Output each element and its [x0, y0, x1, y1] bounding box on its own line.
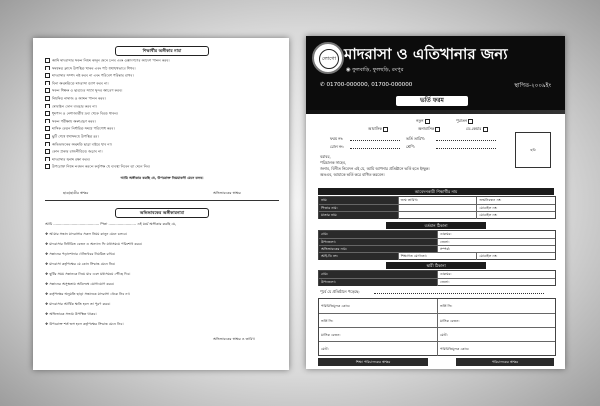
- rule-item: [45, 142, 279, 147]
- category-0[interactable]: আবাসিক: [368, 126, 390, 133]
- class-field[interactable]: [436, 144, 496, 149]
- checkbox[interactable]: [45, 126, 50, 131]
- guardian-line-text: আমার সন্তান মাদরাসার সকল নিয়ম কানুন মেনে চলবে।: [49, 232, 128, 236]
- guardian-line: [45, 302, 279, 307]
- grid-cell[interactable]: গ্রাম:: [319, 231, 437, 238]
- grid-cell[interactable]: জেলা:: [437, 279, 555, 286]
- guardian-signature: অভিভাবকের স্বাক্ষর: [213, 191, 241, 195]
- photo-box[interactable]: ছবি: [515, 132, 551, 168]
- guardian-line-text: কর্তৃপক্ষের অনুমতি ছাড়া সন্তানকে মাদরাসা থেকে নিব না।: [49, 292, 130, 296]
- guardian-line: [45, 312, 279, 317]
- rule-item: [45, 104, 279, 109]
- admission-form-sheet: [306, 36, 565, 369]
- fee-label-right[interactable]: ভর্তি ফি:: [437, 299, 555, 313]
- grid-cell[interactable]: মোবাইল নং:: [476, 205, 555, 212]
- rule-item: [45, 66, 279, 71]
- rule-text: নিয়মিত নামাজ ও আমল পালন করব।: [52, 96, 106, 101]
- address: ◉ ফুলবাড়ি, ফুলছড়ি, রংপুর: [346, 67, 404, 73]
- fee-label-right[interactable]: মাসিক বেতন:: [437, 314, 555, 328]
- grid-row: [319, 278, 555, 286]
- checkbox[interactable]: [45, 96, 50, 101]
- category-1[interactable]: অনাবাসিক: [418, 126, 442, 133]
- institution-logo: [312, 42, 344, 74]
- guardian-line-text: মাদরাসা কর্তৃপক্ষের যে কোন সিদ্ধান্ত মেনে নিব।: [49, 262, 116, 266]
- rule-text: ছুটি শেষে যথাসময়ে উপস্থিত হব।: [52, 134, 99, 139]
- checkbox[interactable]: [45, 142, 50, 147]
- grid-cell[interactable]: জেলা:: [437, 239, 555, 246]
- rule-text: মাদরাসার সুনাম রক্ষা করব।: [52, 157, 91, 162]
- rule-item: [45, 164, 279, 169]
- established: স্থাপিত-২০০৯ইং: [514, 83, 551, 89]
- guardian-line: [45, 322, 279, 327]
- grid-cell[interactable]: [398, 212, 477, 219]
- checkbox[interactable]: [45, 149, 50, 154]
- grid-cell[interactable]: আই.ডি নং:: [319, 253, 398, 260]
- rule-item: [45, 134, 279, 139]
- bullet-icon: ❖: [45, 302, 50, 306]
- admission-form-label: ভর্তি ফরম: [396, 96, 468, 106]
- rule-item: [45, 88, 279, 93]
- note-line: পরিচালক সাহেব,: [320, 160, 347, 165]
- rule-text: মাসিক বেতন নির্ধারিত সময়ে পরিশোধ করব।: [52, 126, 115, 131]
- grid-cell[interactable]: পিতার নাম:: [319, 205, 398, 212]
- guardian-line-text: ছুটির সময় সন্তানকে নিয়ে যাব এবং যথাসময়ে পৌঁছে দিব।: [49, 272, 131, 276]
- admission-date-field[interactable]: [436, 136, 496, 141]
- present-address-bar: বর্তমান ঠিকানা: [386, 222, 486, 229]
- rule-item: [45, 119, 279, 124]
- guardian-line-text: আমি ........................................ পিতা ........................ এই মর্মে অঙ্গীকার করছি যে,: [45, 222, 177, 226]
- grid-row: [319, 197, 555, 204]
- fee-label-left[interactable]: পরিচিতিমূলক কোড:: [321, 304, 351, 308]
- checkbox[interactable]: [45, 111, 50, 116]
- phone-icon: ✆: [320, 82, 327, 88]
- rule-item: [45, 73, 279, 78]
- student-section-bar: আবেদনকারী শিক্ষার্থীর নাম: [318, 188, 554, 195]
- rule-text: সকল পরীক্ষায় অংশগ্রহণ করব।: [52, 119, 96, 124]
- grid-cell[interactable]: মোবাইল নং:: [476, 253, 555, 260]
- option-new[interactable]: নতুন: [416, 118, 432, 125]
- rule-text: কোন প্রকার রাজনীতিতে জড়াব না।: [52, 149, 103, 154]
- grid-row: [319, 252, 555, 260]
- form-title: মাদরাসা ও এতিখানার জন্য: [344, 45, 508, 63]
- guardian-signature-date: অভিভাবকের স্বাক্ষর ও তারিখ: [213, 337, 255, 341]
- rule-item: [45, 126, 279, 131]
- grid-row: [319, 231, 555, 238]
- rule-text: উপরোক্ত নিয়ম লঙ্ঘন করলে কর্তৃপক্ষ যে ব্যবস্থা নিবেন তা মেনে নিব।: [52, 164, 151, 169]
- note-line: জনাব, বিনীত নিবেদন এই যে, আমি আপনার প্রতিষ্ঠানে ভর্তি হতে ইচ্ছুক।: [320, 166, 430, 171]
- form-no-field[interactable]: [350, 136, 400, 141]
- guardian-line-text: মাদরাসার আর্থিক ক্ষতি হলে তা পূরণ করব।: [49, 302, 111, 306]
- present-grid: [318, 230, 556, 260]
- student-grid: [318, 196, 556, 219]
- form-no-label: ফরম নং:: [330, 136, 344, 141]
- class-label: শ্রেণি:: [406, 144, 415, 149]
- checkbox[interactable]: [45, 88, 50, 93]
- category-2[interactable]: ডে-কেয়ার: [466, 126, 490, 133]
- grid-cell[interactable]: নাম:: [319, 197, 398, 204]
- guardian-line: [45, 242, 279, 247]
- footer-director-signature: পরিচালকের স্বাক্ষর: [456, 358, 554, 366]
- rule-item: [45, 157, 279, 162]
- fee-label-left[interactable]: মাসিক বেতন:: [321, 333, 341, 337]
- bullet-icon: ❖: [45, 242, 50, 246]
- checkbox[interactable]: [45, 134, 50, 139]
- rule-item: [45, 149, 279, 154]
- guardian-line: [45, 262, 279, 267]
- rule-text: সকল শিক্ষক ও ছাত্রদের সাথে সুন্দর আচরণ করব।: [52, 88, 123, 93]
- rule-item: [45, 96, 279, 101]
- bullet-icon: ❖: [45, 282, 50, 286]
- bullet-icon: ❖: [45, 292, 50, 296]
- guardian-line: [45, 292, 279, 297]
- checkbox[interactable]: [45, 164, 50, 169]
- student-signature: ছাত্র/ছাত্রীর স্বাক্ষর: [63, 191, 89, 195]
- guardian-line-text: মাদরাসার নির্ধারিত বেতন ও অন্যান্য ফি যথাসময়ে পরিশোধ করব।: [49, 242, 143, 246]
- checkbox[interactable]: [45, 81, 50, 86]
- phone: ✆ 01700-000000, 01700-000000: [320, 82, 413, 88]
- fee-row: [319, 313, 555, 328]
- grid-cell[interactable]: মোবাইল নং:: [476, 212, 555, 219]
- checkbox[interactable]: [45, 66, 50, 71]
- checkbox[interactable]: [45, 119, 50, 124]
- rule-item: [45, 111, 279, 116]
- header-band: [306, 110, 565, 114]
- rule-text: অভিভাবকের অনুমতি ছাড়া বাইরে যাব না।: [52, 142, 112, 147]
- logo-text: লোগো: [319, 49, 339, 69]
- permanent-grid: [318, 270, 556, 286]
- rule-item: [45, 81, 279, 86]
- bullet-icon: ❖: [45, 252, 50, 256]
- grid-cell[interactable]: উপজেলা:: [319, 239, 437, 246]
- fee-label-left[interactable]: মোট:: [321, 347, 329, 351]
- fee-grid: [318, 298, 556, 356]
- fee-label-right[interactable]: পরিচিতিমূলক কোড:: [437, 342, 555, 356]
- grid-row: [319, 271, 555, 278]
- previous-institution-field[interactable]: [374, 289, 544, 294]
- fee-row: [319, 327, 555, 342]
- guardian-pledge-heading: অভিভাবকের অঙ্গীকারনামা: [115, 208, 209, 218]
- grid-cell[interactable]: ডাকঘর:: [437, 271, 555, 278]
- grid-cell[interactable]: সম্পর্ক:: [437, 246, 555, 253]
- guardian-line: [45, 232, 279, 237]
- bullet-icon: ❖: [45, 232, 50, 236]
- bullet-icon: ❖: [45, 312, 50, 316]
- divider: [45, 200, 279, 201]
- roll-label: রোল নং:: [330, 144, 344, 149]
- pledge-line: আমি অঙ্গীকার করছি যে, উপরোক্ত নিয়মাবলী মেনে চলব।: [120, 176, 204, 180]
- rule-text: সময়মত ক্লাসে উপস্থিত থাকব এবং পাঠ যথাযথভাবে শিখব।: [52, 66, 136, 71]
- guardian-line: [45, 282, 279, 287]
- admission-date-label: ভর্তি তারিখ:: [406, 136, 425, 141]
- grid-cell[interactable]: উপজেলা:: [319, 279, 437, 286]
- rule-item: [45, 58, 279, 63]
- checkbox[interactable]: [45, 157, 50, 162]
- pledge-sheet: [33, 38, 289, 370]
- fee-label-left[interactable]: ভর্তি ফি:: [321, 319, 334, 323]
- rules-heading: শিক্ষার্থীর অঙ্গীকার নামা: [115, 46, 209, 56]
- guardian-line: [45, 252, 279, 257]
- rule-text: মোবাইল ফোন ব্যবহার করব না।: [52, 104, 97, 109]
- location-icon: ◉: [346, 67, 353, 73]
- footer-teacher-signature: শিক্ষা পরিচালকের স্বাক্ষর: [318, 358, 428, 366]
- grid-cell[interactable]: গ্রাম:: [319, 271, 437, 278]
- form-header: [306, 36, 565, 114]
- checkbox[interactable]: [45, 104, 50, 109]
- grid-cell[interactable]: অভিভাবকের নাম:: [319, 246, 437, 253]
- rule-text: ধূমপান ও নেশাজাতীয় দ্রব্য থেকে বিরত থাকব।: [52, 111, 119, 116]
- fee-label-right[interactable]: মোট:: [437, 328, 555, 342]
- guardian-line-text: সন্তানের পড়াশোনার খোঁজখবর নিয়মিত রাখব।: [49, 252, 116, 256]
- note-line: অতএব, আমাকে ভর্তি করে বাধিত করবেন।: [320, 172, 385, 177]
- guardian-line: [45, 222, 279, 227]
- guardian-line-text: উপরোক্ত শর্ত ভঙ্গ হলে কর্তৃপক্ষের সিদ্ধান্ত মেনে নিব।: [49, 322, 124, 326]
- grid-cell[interactable]: ডাকঘর:: [437, 231, 555, 238]
- guardian-line-text: অভিভাবক সভায় উপস্থিত থাকব।: [49, 312, 97, 316]
- checkbox[interactable]: [45, 73, 50, 78]
- option-old[interactable]: পুরাতন: [456, 118, 475, 125]
- fee-row: [319, 299, 555, 313]
- fee-row: [319, 341, 555, 356]
- note-line: বরাবর,: [320, 154, 331, 159]
- rule-text: মাদরাসার সম্পদ নষ্ট করব না এবং পরিবেশ পরিষ্কার রাখব।: [52, 73, 134, 78]
- rule-text: আমি মাদরাসার সকল নিয়ম কানুন মেনে চলব এবং ওস্তাদগণের আদেশ পালন করব।: [52, 58, 170, 63]
- bullet-icon: ❖: [45, 322, 50, 326]
- grid-cell[interactable]: শিক্ষাগত যোগ্যতা:: [398, 253, 477, 260]
- previous-institution-label: পূর্বে যে প্রতিষ্ঠানে পড়েছে:: [320, 289, 360, 294]
- grid-cell[interactable]: জন্মনিবন্ধন নং:: [476, 197, 555, 204]
- rule-text: বিনা অনুমতিতে মাদরাসা ত্যাগ করব না।: [52, 81, 109, 86]
- grid-cell[interactable]: মাতার নাম:: [319, 212, 398, 219]
- guardian-line: [45, 272, 279, 277]
- checkbox[interactable]: [45, 58, 50, 63]
- guardian-line-text: সন্তানের অসুস্থতায় অবিলম্বে যোগাযোগ করব।: [49, 282, 115, 286]
- bullet-icon: ❖: [45, 272, 50, 276]
- roll-field[interactable]: [350, 144, 400, 149]
- grid-row: [319, 211, 555, 219]
- bullet-icon: ❖: [45, 262, 50, 266]
- permanent-address-bar: স্থায়ী ঠিকানা: [386, 262, 486, 269]
- grid-cell[interactable]: জন্ম তারিখ:: [398, 197, 477, 204]
